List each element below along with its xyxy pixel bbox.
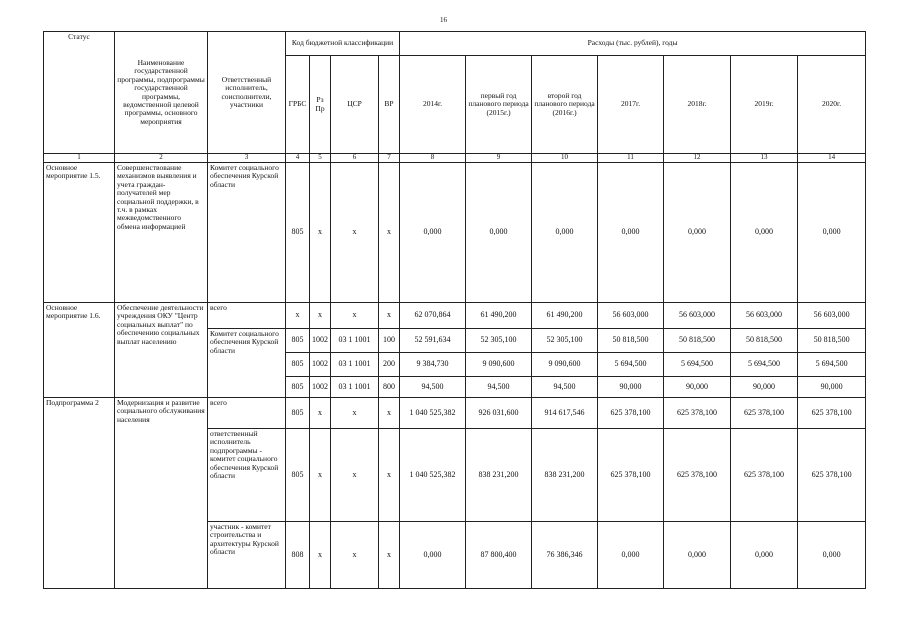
table-row (44, 163, 866, 303)
cell: х (310, 398, 331, 429)
col-num: 6 (331, 154, 379, 163)
header-2020: 2020г. (798, 56, 866, 154)
cell: х (310, 303, 331, 329)
cell: х (310, 163, 331, 303)
cell: 90,000 (598, 377, 664, 398)
cell: 914 617,546 (532, 398, 598, 429)
cell: 03 1 1001 (331, 329, 379, 353)
cell: 0,000 (731, 522, 798, 589)
cell: 625 378,100 (664, 429, 731, 522)
cell: 0,000 (466, 163, 532, 303)
header-grbs: ГРБС (286, 56, 310, 154)
cell: х (331, 522, 379, 589)
header-2016: второй год планового периода (2016г.) (532, 56, 598, 154)
row-responsible: всего (208, 398, 286, 429)
cell: 0,000 (731, 163, 798, 303)
cell: 52 305,100 (466, 329, 532, 353)
cell: х (286, 303, 310, 329)
cell: х (331, 429, 379, 522)
cell: х (331, 163, 379, 303)
header-vr: ВР (379, 56, 400, 154)
cell: 625 378,100 (798, 398, 866, 429)
header-row-1 (44, 32, 866, 56)
cell: 5 694,500 (664, 353, 731, 377)
cell: 9 090,600 (466, 353, 532, 377)
cell: 625 378,100 (731, 429, 798, 522)
cell: 90,000 (731, 377, 798, 398)
cell: х (379, 398, 400, 429)
col-num: 5 (310, 154, 331, 163)
budget-table (43, 31, 866, 589)
cell: 03 1 1001 (331, 353, 379, 377)
cell: 800 (379, 377, 400, 398)
cell: 9 384,730 (400, 353, 466, 377)
cell: 1002 (310, 329, 331, 353)
header-2015: первый год планового периода (2015г.) (466, 56, 532, 154)
cell: 52 591,634 (400, 329, 466, 353)
cell: 5 694,500 (731, 353, 798, 377)
cell: 0,000 (798, 163, 866, 303)
cell: 61 490,200 (532, 303, 598, 329)
cell: 9 090,600 (532, 353, 598, 377)
cell: 87 800,400 (466, 522, 532, 589)
cell: 805 (286, 429, 310, 522)
cell: 100 (379, 329, 400, 353)
col-num: 13 (731, 154, 798, 163)
row-name: Модернизация и развитие социального обслуживания населения (115, 398, 208, 589)
cell: 50 818,500 (598, 329, 664, 353)
col-num: 4 (286, 154, 310, 163)
cell: 1002 (310, 377, 331, 398)
cell: х (379, 522, 400, 589)
cell: х (379, 163, 400, 303)
header-status: Статус (44, 32, 115, 154)
cell: 805 (286, 377, 310, 398)
table-row (44, 303, 866, 329)
row-responsible: ответственный исполнитель подпрограммы - комитет социального обеспечения Курской области (208, 429, 286, 522)
cell: 1 040 525,382 (400, 429, 466, 522)
col-num: 1 (44, 154, 115, 163)
cell: 56 603,000 (731, 303, 798, 329)
cell: 625 378,100 (598, 398, 664, 429)
cell: 90,000 (798, 377, 866, 398)
cell: 03 1 1001 (331, 377, 379, 398)
cell: х (379, 303, 400, 329)
cell: х (331, 303, 379, 329)
row-name: Обеспечение деятельности учреждения ОКУ "Центр социальных выплат" по обеспечению социальных выплат населению (115, 303, 208, 398)
cell: 0,000 (664, 163, 731, 303)
cell: 94,500 (466, 377, 532, 398)
cell: 805 (286, 398, 310, 429)
cell: 50 818,500 (731, 329, 798, 353)
page-number: 16 (440, 16, 447, 24)
col-num: 11 (598, 154, 664, 163)
header-expenses: Расходы (тыс. рублей), годы (400, 32, 866, 56)
cell: 56 603,000 (598, 303, 664, 329)
cell: 1 040 525,382 (400, 398, 466, 429)
cell: 1002 (310, 353, 331, 377)
cell: х (310, 522, 331, 589)
cell: 76 386,346 (532, 522, 598, 589)
header-2018: 2018г. (664, 56, 731, 154)
header-name: Наименование государственной программы, подпрограммы государственной программы, ведомственной целевой программы, основного мероприятия (115, 32, 208, 154)
header-budget-code: Код бюджетной классификации (286, 32, 400, 56)
cell: 0,000 (798, 522, 866, 589)
col-num: 12 (664, 154, 731, 163)
header-rzpr: Рз Пр (310, 56, 331, 154)
row-responsible: Комитет социального обеспечения Курской области (208, 163, 286, 303)
cell: 0,000 (400, 163, 466, 303)
cell: 90,000 (664, 377, 731, 398)
row-responsible: всего (208, 303, 286, 329)
col-num: 3 (208, 154, 286, 163)
col-num: 14 (798, 154, 866, 163)
cell: 625 378,100 (798, 429, 866, 522)
cell: 805 (286, 353, 310, 377)
row-responsible: Комитет социального обеспечения Курской области (208, 329, 286, 398)
row-status: Основное мероприятие 1.6. (44, 303, 115, 398)
header-csr: ЦСР (331, 56, 379, 154)
cell: 625 378,100 (731, 398, 798, 429)
cell: 808 (286, 522, 310, 589)
cell: 50 818,500 (664, 329, 731, 353)
header-2014: 2014г. (400, 56, 466, 154)
cell: 838 231,200 (532, 429, 598, 522)
col-num: 9 (466, 154, 532, 163)
cell: 200 (379, 353, 400, 377)
cell: 94,500 (400, 377, 466, 398)
cell: 5 694,500 (598, 353, 664, 377)
cell: х (379, 429, 400, 522)
cell: 0,000 (664, 522, 731, 589)
header-2017: 2017г. (598, 56, 664, 154)
header-2019: 2019г. (731, 56, 798, 154)
row-name: Совершенствование механизмов выявления и учета граждан-получателей мер социальной поддержки, в т.ч. в рамках межведомственного обмена информацией (115, 163, 208, 303)
cell: 805 (286, 163, 310, 303)
cell: 805 (286, 329, 310, 353)
cell: 50 818,500 (798, 329, 866, 353)
cell: 56 603,000 (798, 303, 866, 329)
col-num: 8 (400, 154, 466, 163)
table-row (44, 398, 866, 429)
cell: 0,000 (400, 522, 466, 589)
col-num: 2 (115, 154, 208, 163)
cell: 0,000 (532, 163, 598, 303)
header-responsible: Ответственный исполнитель, соисполнители, участники (208, 32, 286, 154)
cell: 94,500 (532, 377, 598, 398)
cell: х (331, 398, 379, 429)
cell: 52 305,100 (532, 329, 598, 353)
cell: 625 378,100 (664, 398, 731, 429)
column-number-row (44, 154, 866, 163)
col-num: 10 (532, 154, 598, 163)
cell: 56 603,000 (664, 303, 731, 329)
cell: 838 231,200 (466, 429, 532, 522)
cell: 0,000 (598, 163, 664, 303)
cell: 5 694,500 (798, 353, 866, 377)
row-status: Основное мероприятие 1.5. (44, 163, 115, 303)
col-num: 7 (379, 154, 400, 163)
row-status: Подпрограмма 2 (44, 398, 115, 589)
cell: 0,000 (598, 522, 664, 589)
cell: 62 070,864 (400, 303, 466, 329)
row-responsible: участник - комитет строительства и архитектуры Курской области (208, 522, 286, 589)
cell: 926 031,600 (466, 398, 532, 429)
cell: 625 378,100 (598, 429, 664, 522)
cell: х (310, 429, 331, 522)
cell: 61 490,200 (466, 303, 532, 329)
